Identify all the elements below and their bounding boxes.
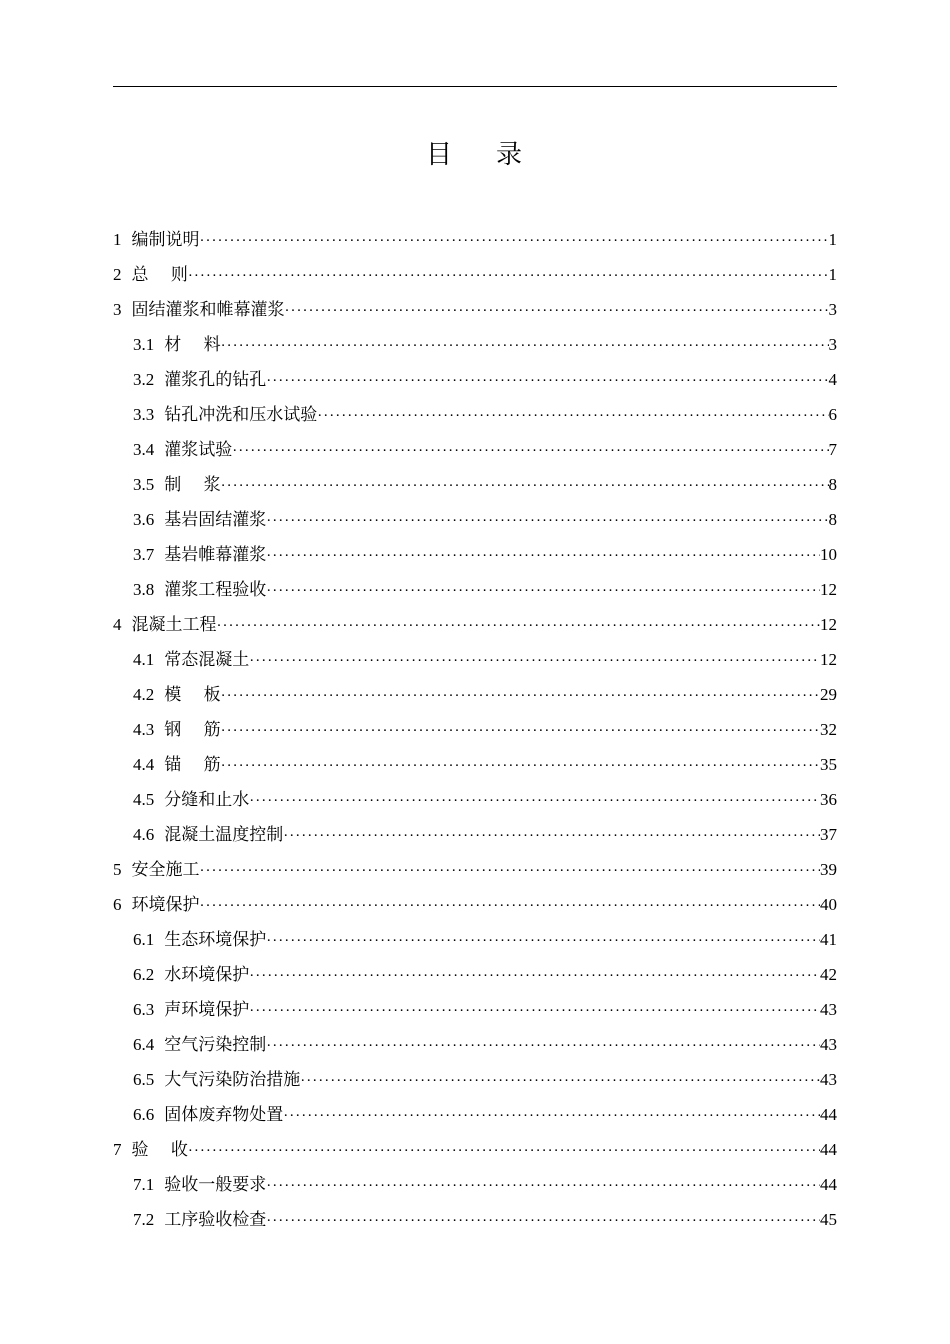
- toc-entry-number: 3.8: [133, 580, 155, 599]
- toc-entry-number: 7: [113, 1140, 122, 1159]
- toc-entry-page: 45: [820, 1210, 837, 1229]
- toc-entry[interactable]: [113, 1167, 837, 1202]
- toc-dot-leader: [283, 819, 820, 852]
- toc-entry[interactable]: [113, 642, 837, 677]
- toc-entry[interactable]: [113, 1027, 837, 1062]
- toc-entry-title: 总 则: [131, 265, 188, 285]
- toc-dot-leader: [200, 889, 821, 922]
- toc-entry-title: 材 料: [164, 335, 221, 355]
- toc-entry-title: 模 板: [164, 685, 221, 705]
- toc-dot-leader: [266, 924, 820, 957]
- toc-entry[interactable]: [113, 957, 837, 992]
- toc-entry-number: 6.6: [133, 1105, 155, 1124]
- toc-dot-leader: [200, 854, 821, 887]
- toc-entry-page: 43: [820, 1000, 837, 1019]
- toc-dot-leader: [232, 434, 828, 467]
- toc-entry[interactable]: [113, 327, 837, 362]
- toc-entry-title: 固结灌浆和帷幕灌浆: [131, 300, 285, 320]
- toc-entry-number: 7.2: [133, 1210, 155, 1229]
- toc-dot-leader: [266, 1204, 820, 1237]
- toc-entry-page: 43: [820, 1070, 837, 1089]
- toc-entry-number: 3: [113, 300, 122, 319]
- toc-entry-page: 36: [820, 790, 837, 809]
- toc-entry-page: 12: [820, 580, 837, 599]
- toc-entry-page: 8: [828, 510, 837, 529]
- toc-dot-leader: [249, 959, 820, 992]
- toc-entry-title: 工序验收检查: [164, 1210, 267, 1230]
- toc-entry-page: 44: [820, 1175, 837, 1194]
- toc-entry[interactable]: [113, 1062, 837, 1097]
- toc-entry-number: 3.4: [133, 440, 155, 459]
- toc-entry-number: 1: [113, 230, 122, 249]
- toc-entry-number: 3.5: [133, 475, 155, 494]
- toc-entry[interactable]: [113, 432, 837, 467]
- toc-dot-leader: [200, 224, 829, 257]
- toc-dot-leader: [221, 749, 820, 782]
- toc-entry-number: 6.5: [133, 1070, 155, 1089]
- toc-entry-number: 3.3: [133, 405, 155, 424]
- toc-dot-leader: [221, 329, 829, 362]
- toc-entry-title: 大气污染防治措施: [164, 1070, 301, 1090]
- toc-entry-page: 1: [828, 265, 837, 284]
- toc-entry-page: 32: [820, 720, 837, 739]
- toc-entry-title: 固体废弃物处置: [164, 1105, 284, 1125]
- title-char-right: 录: [496, 140, 525, 170]
- toc-entry-page: 44: [820, 1140, 837, 1159]
- toc-entry[interactable]: [113, 292, 837, 327]
- toc-entry-page: 3: [828, 335, 837, 354]
- toc-entry-page: 7: [828, 440, 837, 459]
- toc-entry[interactable]: [113, 467, 837, 502]
- toc-entry[interactable]: [113, 782, 837, 817]
- toc-entry-number: 3.2: [133, 370, 155, 389]
- toc-dot-leader: [221, 679, 820, 712]
- toc-entry-number: 4.1: [133, 650, 155, 669]
- toc-entry-number: 6: [113, 895, 122, 914]
- toc-entry-number: 3.7: [133, 545, 155, 564]
- toc-entry-title: 基岩固结灌浆: [164, 510, 267, 530]
- toc-entry-title: 灌浆孔的钻孔: [164, 370, 267, 390]
- toc-dot-leader: [249, 784, 820, 817]
- toc-dot-leader: [317, 399, 828, 432]
- toc-dot-leader: [266, 574, 820, 607]
- toc-entry[interactable]: [113, 1132, 837, 1167]
- toc-dot-leader: [221, 714, 820, 747]
- toc-dot-leader: [249, 644, 820, 677]
- toc-entry-title: 环境保护: [131, 895, 200, 915]
- toc-dot-leader: [221, 469, 829, 502]
- toc-entry-number: 4.5: [133, 790, 155, 809]
- toc-entry[interactable]: [113, 712, 837, 747]
- toc-entry-number: 3.1: [133, 335, 155, 354]
- toc-entry-number: 6.2: [133, 965, 155, 984]
- toc-entry-page: 12: [820, 650, 837, 669]
- toc-entry-title: 灌浆试验: [164, 440, 233, 460]
- toc-entry[interactable]: [113, 537, 837, 572]
- toc-entry-title: 声环境保护: [164, 1000, 250, 1020]
- toc-entry-title: 水环境保护: [164, 965, 250, 985]
- toc-entry-title: 锚 筋: [164, 755, 221, 775]
- toc-dot-leader: [266, 364, 828, 397]
- toc-entry-number: 4: [113, 615, 122, 634]
- page-title: [0, 134, 950, 171]
- toc-entry[interactable]: [113, 257, 837, 292]
- toc-entry[interactable]: [113, 607, 837, 642]
- toc-entry-page: 1: [828, 230, 837, 249]
- toc-entry-page: 6: [828, 405, 837, 424]
- toc-entry[interactable]: [113, 852, 837, 887]
- toc-entry[interactable]: [113, 572, 837, 607]
- toc-entry-page: 37: [820, 825, 837, 844]
- toc-dot-leader: [266, 1029, 820, 1062]
- toc-entry[interactable]: [113, 1097, 837, 1132]
- toc-entry-title: 混凝土工程: [131, 615, 217, 635]
- title-char-left: 目: [425, 140, 454, 170]
- toc-entry-number: 4.3: [133, 720, 155, 739]
- toc-dot-leader: [249, 994, 820, 1027]
- toc-entry-title: 验 收: [131, 1140, 188, 1160]
- toc-entry-title: 生态环境保护: [164, 930, 267, 950]
- toc-entry-number: 6.4: [133, 1035, 155, 1054]
- toc-entry-title: 安全施工: [131, 860, 200, 880]
- toc-entry[interactable]: [113, 1202, 837, 1237]
- toc-entry-page: 39: [820, 860, 837, 879]
- toc-dot-leader: [217, 609, 821, 642]
- toc-entry-title: 制 浆: [164, 475, 221, 495]
- toc-entry-page: 44: [820, 1105, 837, 1124]
- toc-entry-page: 12: [820, 615, 837, 634]
- toc-entry-title: 编制说明: [131, 230, 200, 250]
- toc-entry[interactable]: [113, 922, 837, 957]
- toc-entry[interactable]: [113, 222, 837, 257]
- toc-entry[interactable]: [113, 992, 837, 1027]
- toc-entry-number: 4.4: [133, 755, 155, 774]
- toc-entry-title: 基岩帷幕灌浆: [164, 545, 267, 565]
- toc-entry-number: 4.2: [133, 685, 155, 704]
- toc-entry[interactable]: [113, 362, 837, 397]
- toc-entry-title: 钢 筋: [164, 720, 221, 740]
- toc-entry-title: 分缝和止水: [164, 790, 250, 810]
- toc-entry-page: 3: [828, 300, 837, 319]
- toc-entry-page: 8: [828, 475, 837, 494]
- toc-dot-leader: [266, 1169, 820, 1202]
- toc-entry-number: 4.6: [133, 825, 155, 844]
- toc-entry[interactable]: [113, 887, 837, 922]
- header-rule: [113, 86, 837, 87]
- toc-dot-leader: [266, 504, 828, 537]
- toc-entry-title: 灌浆工程验收: [164, 580, 267, 600]
- toc-entry-page: 41: [820, 930, 837, 949]
- toc-dot-leader: [266, 539, 820, 572]
- toc-entry-number: 2: [113, 265, 122, 284]
- toc-entry-number: 5: [113, 860, 122, 879]
- toc-entry-title: 常态混凝土: [164, 650, 250, 670]
- toc-entry[interactable]: [113, 677, 837, 712]
- toc-dot-leader: [188, 1134, 820, 1167]
- toc-entry-number: 7.1: [133, 1175, 155, 1194]
- toc-entry-page: 4: [828, 370, 837, 389]
- toc-entry-page: 29: [820, 685, 837, 704]
- toc-dot-leader: [300, 1064, 820, 1097]
- toc-entry[interactable]: [113, 397, 837, 432]
- toc-entry-number: 3.6: [133, 510, 155, 529]
- toc-entry[interactable]: [113, 747, 837, 782]
- toc-entry[interactable]: [113, 502, 837, 537]
- toc-entry-title: 钻孔冲洗和压水试验: [164, 405, 318, 425]
- toc-entry-page: 40: [820, 895, 837, 914]
- toc-entry-page: 35: [820, 755, 837, 774]
- toc-entry-title: 空气污染控制: [164, 1035, 267, 1055]
- toc-dot-leader: [188, 259, 829, 292]
- toc-entry-page: 42: [820, 965, 837, 984]
- toc-entry-number: 6.1: [133, 930, 155, 949]
- toc-entry-title: 混凝土温度控制: [164, 825, 284, 845]
- toc-dot-leader: [283, 1099, 820, 1132]
- table-of-contents: [113, 222, 837, 1237]
- toc-dot-leader: [285, 294, 829, 327]
- toc-entry-number: 6.3: [133, 1000, 155, 1019]
- toc-entry-page: 10: [820, 545, 837, 564]
- toc-entry-page: 43: [820, 1035, 837, 1054]
- toc-entry[interactable]: [113, 817, 837, 852]
- toc-entry-title: 验收一般要求: [164, 1175, 267, 1195]
